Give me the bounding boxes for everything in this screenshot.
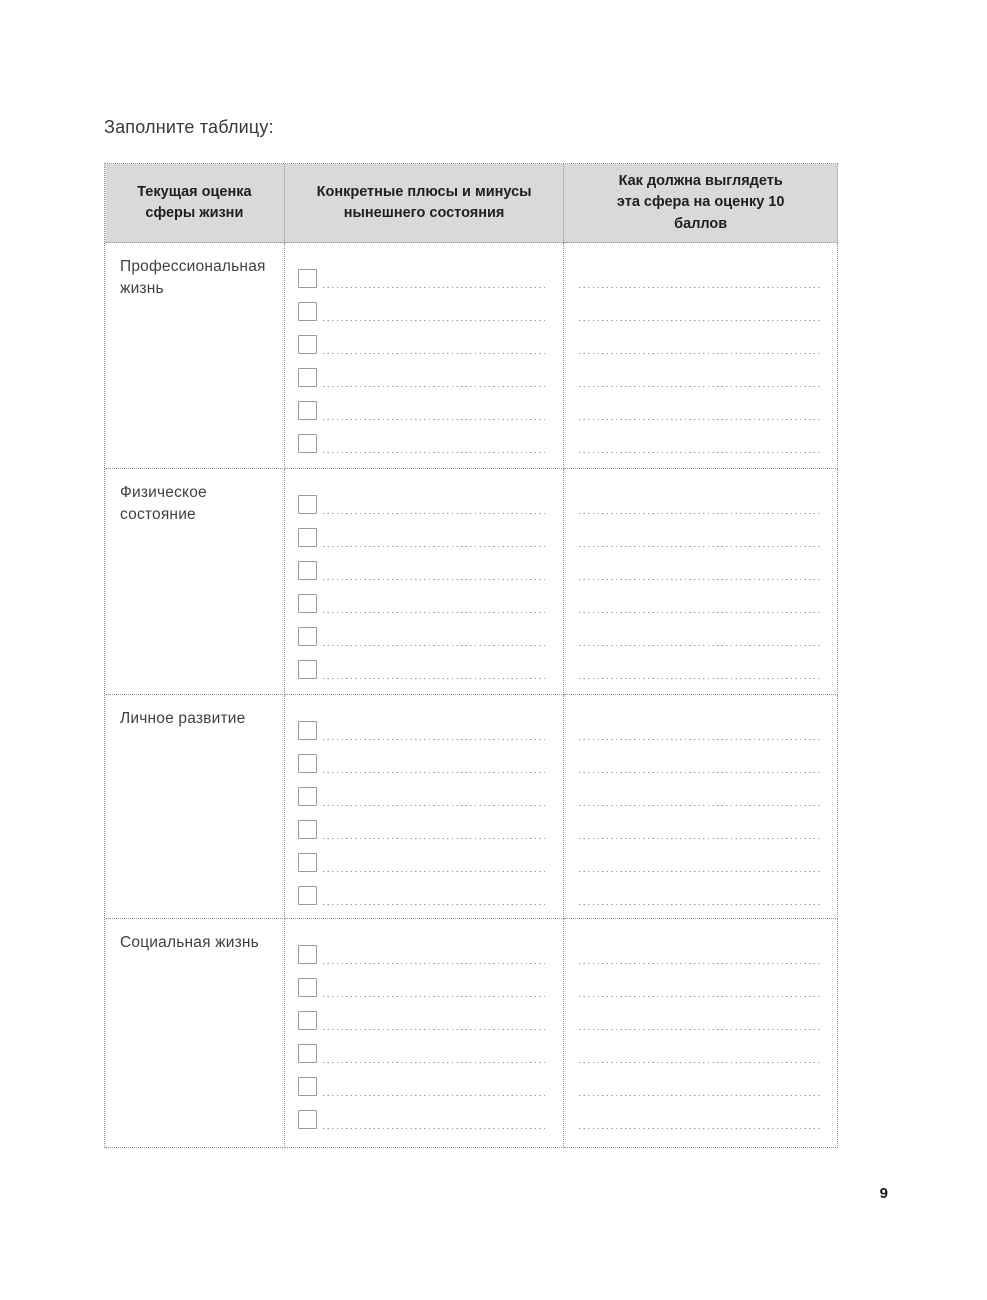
checkbox-line-item — [298, 269, 564, 288]
answer-line[interactable] — [323, 335, 546, 354]
column-header-current-score — [105, 164, 285, 243]
target-state-cell — [564, 469, 838, 695]
checkbox[interactable] — [298, 401, 317, 420]
answer-line[interactable] — [323, 269, 546, 288]
answer-line[interactable] — [579, 580, 821, 613]
table-header-row — [105, 164, 838, 243]
table-row — [105, 469, 838, 695]
answer-line[interactable] — [579, 387, 821, 420]
checkbox[interactable] — [298, 820, 317, 839]
checkbox[interactable] — [298, 269, 317, 288]
checkbox-line-item — [298, 1110, 564, 1129]
answer-line[interactable] — [323, 368, 546, 387]
answer-line[interactable] — [579, 288, 821, 321]
row-label: Физическое состояние — [120, 484, 207, 523]
checkbox-line-item — [298, 754, 564, 773]
target-state-cell — [564, 243, 838, 469]
answer-line[interactable] — [323, 1077, 546, 1096]
answer-line[interactable] — [579, 931, 821, 964]
column-header-target-state — [564, 164, 838, 243]
answer-line[interactable] — [323, 754, 546, 773]
checkbox-line-item — [298, 495, 564, 514]
answer-line[interactable] — [323, 1110, 546, 1129]
answer-line[interactable] — [323, 886, 546, 905]
table-row — [105, 695, 838, 919]
row-label-cell — [105, 469, 285, 695]
answer-line[interactable] — [323, 561, 546, 580]
answer-line[interactable] — [579, 1030, 821, 1063]
answer-line[interactable] — [579, 613, 821, 646]
answer-line[interactable] — [323, 594, 546, 613]
checkbox[interactable] — [298, 495, 317, 514]
checkbox[interactable] — [298, 335, 317, 354]
answer-line[interactable] — [579, 773, 821, 806]
checkbox-line-item — [298, 594, 564, 613]
target-state-cell — [564, 919, 838, 1148]
answer-line[interactable] — [323, 528, 546, 547]
table-body — [105, 243, 838, 1148]
answer-line[interactable] — [579, 646, 821, 679]
pros-cons-cell — [285, 919, 565, 1148]
pros-cons-cell — [285, 243, 565, 469]
answer-line[interactable] — [579, 997, 821, 1030]
answer-line[interactable] — [579, 964, 821, 997]
row-label: Профессиональная жизнь — [120, 258, 266, 297]
checkbox-line-item — [298, 368, 564, 387]
target-state-cell — [564, 695, 838, 919]
checkbox[interactable] — [298, 1110, 317, 1129]
answer-line[interactable] — [323, 721, 546, 740]
row-label-cell — [105, 243, 285, 469]
page-number: 9 — [879, 1185, 888, 1202]
answer-line[interactable] — [323, 302, 546, 321]
checkbox-line-item — [298, 434, 564, 453]
checkbox[interactable] — [298, 853, 317, 872]
checkbox-line-item — [298, 886, 564, 905]
checkbox-line-item — [298, 721, 564, 740]
answer-line[interactable] — [579, 547, 821, 580]
checkbox[interactable] — [298, 561, 317, 580]
checkbox-line-item — [298, 528, 564, 547]
checkbox-line-item — [298, 1077, 564, 1096]
checkbox-line-item — [298, 401, 564, 420]
checkbox[interactable] — [298, 627, 317, 646]
checkbox-line-item — [298, 561, 564, 580]
checkbox[interactable] — [298, 368, 317, 387]
row-label: Личное развитие — [120, 710, 246, 727]
checkbox-line-item — [298, 660, 564, 679]
answer-line[interactable] — [579, 255, 821, 288]
pros-cons-cell — [285, 695, 565, 919]
answer-line[interactable] — [323, 820, 546, 839]
checkbox-line-item — [298, 787, 564, 806]
answer-line[interactable] — [323, 627, 546, 646]
fill-in-table — [104, 163, 838, 1148]
answer-line[interactable] — [323, 945, 546, 964]
answer-line[interactable] — [579, 514, 821, 547]
column-header-label: Как должна выглядеть эта сфера на оценку 10 баллов — [616, 173, 785, 232]
table-row — [105, 243, 838, 469]
checkbox[interactable] — [298, 660, 317, 679]
checkbox-line-item — [298, 820, 564, 839]
answer-line[interactable] — [579, 354, 821, 387]
answer-line[interactable] — [579, 872, 821, 905]
instruction-text: Заполните таблицу: — [104, 117, 274, 137]
answer-line[interactable] — [323, 1044, 546, 1063]
answer-line[interactable] — [323, 434, 546, 453]
answer-line[interactable] — [579, 321, 821, 354]
checkbox-line-item — [298, 1044, 564, 1063]
answer-line[interactable] — [323, 787, 546, 806]
answer-line[interactable] — [579, 839, 821, 872]
checkbox-line-item — [298, 1011, 564, 1030]
checkbox[interactable] — [298, 434, 317, 453]
checkbox[interactable] — [298, 754, 317, 773]
answer-line[interactable] — [579, 707, 821, 740]
answer-line[interactable] — [323, 1011, 546, 1030]
column-header-label: Текущая оценка сферы жизни — [137, 183, 252, 221]
answer-line[interactable] — [323, 401, 546, 420]
row-label-cell — [105, 919, 285, 1148]
answer-line[interactable] — [579, 481, 821, 514]
checkbox-line-item — [298, 302, 564, 321]
checkbox[interactable] — [298, 945, 317, 964]
answer-line[interactable] — [579, 740, 821, 773]
checkbox-line-item — [298, 945, 564, 964]
checkbox[interactable] — [298, 1077, 317, 1096]
checkbox-line-item — [298, 627, 564, 646]
checkbox-line-item — [298, 853, 564, 872]
column-header-pros-cons — [285, 164, 565, 243]
checkbox[interactable] — [298, 886, 317, 905]
row-label-cell — [105, 695, 285, 919]
checkbox[interactable] — [298, 787, 317, 806]
answer-line[interactable] — [323, 978, 546, 997]
answer-line[interactable] — [579, 806, 821, 839]
checkbox[interactable] — [298, 528, 317, 547]
row-label: Социальная жизнь — [120, 934, 259, 951]
answer-line[interactable] — [323, 495, 546, 514]
checkbox-line-item — [298, 335, 564, 354]
column-header-label: Конкретные плюсы и минусы нынешнего состояния — [316, 183, 532, 221]
answer-line[interactable] — [579, 1063, 821, 1096]
checkbox[interactable] — [298, 1011, 317, 1030]
checkbox-line-item — [298, 978, 564, 997]
answer-line[interactable] — [323, 853, 546, 872]
table-row — [105, 919, 838, 1148]
answer-line[interactable] — [579, 420, 821, 453]
checkbox[interactable] — [298, 1044, 317, 1063]
pros-cons-cell — [285, 469, 565, 695]
checkbox[interactable] — [298, 594, 317, 613]
checkbox[interactable] — [298, 721, 317, 740]
answer-line[interactable] — [579, 1096, 821, 1129]
checkbox[interactable] — [298, 978, 317, 997]
checkbox[interactable] — [298, 302, 317, 321]
answer-line[interactable] — [323, 660, 546, 679]
